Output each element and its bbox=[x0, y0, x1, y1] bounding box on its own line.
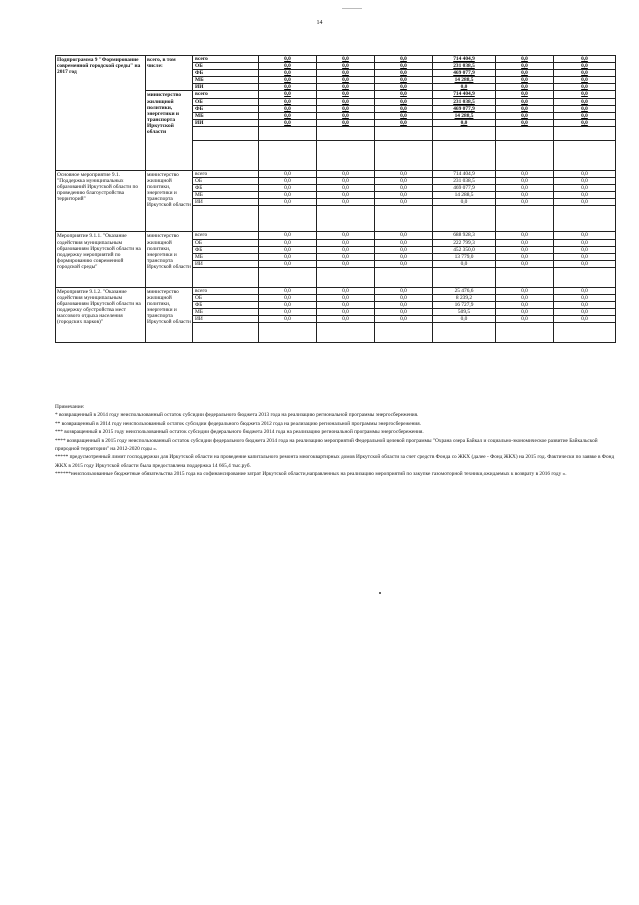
value-cell: 0,0 bbox=[554, 316, 616, 323]
value-cell: 0,0 bbox=[259, 294, 317, 301]
value-cell: 714 404,9 bbox=[433, 91, 496, 98]
source-cell: ФБ bbox=[193, 70, 259, 77]
value-cell: 0,0 bbox=[554, 105, 616, 112]
value-cell: 0,0 bbox=[375, 302, 433, 309]
value-cell: 0,0 bbox=[554, 309, 616, 316]
value-cell: 0,0 bbox=[317, 302, 375, 309]
empty-cell bbox=[193, 140, 259, 170]
value-cell: 0,0 bbox=[259, 77, 317, 84]
value-cell: 0,0 bbox=[375, 63, 433, 70]
value-cell: 0,0 bbox=[496, 309, 554, 316]
value-cell: 0,0 bbox=[317, 316, 375, 323]
value-cell: 16 727,9 bbox=[433, 302, 496, 309]
empty-cell bbox=[554, 267, 616, 287]
value-cell: 0,0 bbox=[375, 309, 433, 316]
source-cell: ИИ bbox=[193, 260, 259, 267]
source-cell: МБ bbox=[193, 77, 259, 84]
value-cell: 0,0 bbox=[259, 260, 317, 267]
value-cell: 0,0 bbox=[433, 199, 496, 206]
empty-cell bbox=[259, 267, 317, 287]
source-cell: ФБ bbox=[193, 246, 259, 253]
value-cell: 0,0 bbox=[433, 316, 496, 323]
value-cell: 0,0 bbox=[554, 192, 616, 199]
value-cell: 0,0 bbox=[317, 170, 375, 177]
value-cell: 0,0 bbox=[375, 91, 433, 98]
value-cell: 0,0 bbox=[554, 239, 616, 246]
empty-cell bbox=[496, 267, 554, 287]
value-cell: 469 077,9 bbox=[433, 185, 496, 192]
empty-cell bbox=[554, 140, 616, 170]
value-cell: 0,0 bbox=[317, 185, 375, 192]
value-cell: 0,0 bbox=[375, 77, 433, 84]
empty-cell bbox=[375, 126, 433, 140]
value-cell: 0,0 bbox=[375, 178, 433, 185]
value-cell: 0,0 bbox=[375, 246, 433, 253]
value-cell: 0,0 bbox=[496, 185, 554, 192]
value-cell: 0,0 bbox=[317, 192, 375, 199]
source-cell: МБ bbox=[193, 253, 259, 260]
source-cell: ИИ bbox=[193, 84, 259, 91]
empty-cell bbox=[554, 206, 616, 232]
empty-cell bbox=[496, 206, 554, 232]
value-cell: 0,0 bbox=[554, 84, 616, 91]
value-cell: 0,0 bbox=[496, 98, 554, 105]
measure-name: Мероприятие 9.1.2. "Оказание содействия муниципальным образованиям Иркутской области на поддержку обустройства мест массового отдыха населения (городских парков)" bbox=[56, 287, 146, 342]
value-cell: 0,0 bbox=[259, 302, 317, 309]
value-cell: 0,0 bbox=[496, 178, 554, 185]
responsible-cell: министерство жилищной политики, энергетики и транспорта Иркутской области bbox=[146, 287, 193, 342]
value-cell: 0,0 bbox=[554, 170, 616, 177]
source-cell: ОБ bbox=[193, 178, 259, 185]
value-cell: 0,0 bbox=[259, 56, 317, 63]
value-cell: 0,0 bbox=[375, 119, 433, 126]
value-cell: 0,0 bbox=[259, 105, 317, 112]
value-cell: 0,0 bbox=[554, 287, 616, 294]
value-cell: 0,0 bbox=[496, 260, 554, 267]
value-cell: 0,0 bbox=[496, 77, 554, 84]
value-cell: 0,0 bbox=[375, 253, 433, 260]
value-cell: 714 404,9 bbox=[433, 170, 496, 177]
source-cell: ФБ bbox=[193, 105, 259, 112]
value-cell: 0,0 bbox=[317, 105, 375, 112]
source-cell: МБ bbox=[193, 112, 259, 119]
value-cell: 0,0 bbox=[496, 316, 554, 323]
empty-cell bbox=[375, 206, 433, 232]
value-cell: 0,0 bbox=[554, 70, 616, 77]
value-cell: 0,0 bbox=[554, 246, 616, 253]
value-cell: 688 928,3 bbox=[433, 232, 496, 239]
value-cell: 0,0 bbox=[375, 316, 433, 323]
value-cell: 0,0 bbox=[554, 294, 616, 301]
value-cell: 0,0 bbox=[496, 302, 554, 309]
empty-cell bbox=[433, 140, 496, 170]
value-cell: 0,0 bbox=[554, 63, 616, 70]
value-cell: 0,0 bbox=[259, 287, 317, 294]
value-cell: 0,0 bbox=[317, 260, 375, 267]
value-cell: 0,0 bbox=[317, 84, 375, 91]
empty-cell bbox=[554, 126, 616, 140]
empty-cell bbox=[375, 323, 433, 343]
note-line: **** возвращенный в 2015 году неиспользованный остаток субсидии федерального бюджета 2014 года на реализацию мероприятий Федеральной целевой программы "Охрана озера Байкал и социально-экономическое развитие Байкальской природной территории" на 2012-2020 годы ». bbox=[55, 437, 598, 453]
value-cell: 0,0 bbox=[554, 260, 616, 267]
value-cell: 0,0 bbox=[259, 70, 317, 77]
value-cell: 8 239,2 bbox=[433, 294, 496, 301]
empty-cell bbox=[259, 140, 317, 170]
empty-cell bbox=[317, 323, 375, 343]
value-cell: 0,0 bbox=[433, 84, 496, 91]
value-cell: 0,0 bbox=[317, 63, 375, 70]
empty-cell bbox=[554, 323, 616, 343]
value-cell: 0,0 bbox=[375, 232, 433, 239]
value-cell: 0,0 bbox=[554, 119, 616, 126]
scan-dot bbox=[379, 592, 381, 594]
source-cell: ОБ bbox=[193, 98, 259, 105]
value-cell: 0,0 bbox=[259, 246, 317, 253]
source-cell: всего bbox=[193, 287, 259, 294]
value-cell: 452 350,0 bbox=[433, 246, 496, 253]
value-cell: 0,0 bbox=[259, 63, 317, 70]
empty-cell bbox=[193, 267, 259, 287]
value-cell: 0,0 bbox=[259, 309, 317, 316]
source-cell: всего bbox=[193, 91, 259, 98]
empty-cell bbox=[433, 126, 496, 140]
value-cell: 0,0 bbox=[317, 199, 375, 206]
value-cell: 0,0 bbox=[496, 91, 554, 98]
source-cell: ОБ bbox=[193, 63, 259, 70]
source-cell: МБ bbox=[193, 309, 259, 316]
value-cell: 0,0 bbox=[554, 77, 616, 84]
value-cell: 13 779,0 bbox=[433, 253, 496, 260]
value-cell: 0,0 bbox=[317, 232, 375, 239]
value-cell: 231 038,5 bbox=[433, 98, 496, 105]
budget-table bbox=[55, 55, 616, 343]
value-cell: 0,0 bbox=[317, 309, 375, 316]
value-cell: 0,0 bbox=[259, 178, 317, 185]
value-cell: 0,0 bbox=[317, 178, 375, 185]
source-cell: ФБ bbox=[193, 302, 259, 309]
value-cell: 14 288,5 bbox=[433, 192, 496, 199]
value-cell: 0,0 bbox=[554, 253, 616, 260]
value-cell: 0,0 bbox=[554, 302, 616, 309]
source-cell: всего bbox=[193, 170, 259, 177]
value-cell: 0,0 bbox=[317, 77, 375, 84]
value-cell: 0,0 bbox=[375, 56, 433, 63]
value-cell: 0,0 bbox=[375, 260, 433, 267]
source-cell: ОБ bbox=[193, 239, 259, 246]
empty-cell bbox=[259, 206, 317, 232]
value-cell: 0,0 bbox=[496, 170, 554, 177]
value-cell: 14 288,5 bbox=[433, 112, 496, 119]
value-cell: 0,0 bbox=[554, 232, 616, 239]
responsible-cell: министерство жилищной политики, энергетики и транспорта Иркутской области bbox=[146, 170, 193, 231]
value-cell: 0,0 bbox=[317, 287, 375, 294]
value-cell: 0,0 bbox=[375, 170, 433, 177]
value-cell: 0,0 bbox=[375, 70, 433, 77]
value-cell: 0,0 bbox=[496, 294, 554, 301]
value-cell: 0,0 bbox=[317, 119, 375, 126]
measure-name: Основное мероприятие 9.1. "Поддержка муниципальных образований Иркутской области по проведению благоустройства территорий" bbox=[56, 170, 146, 231]
value-cell: 0,0 bbox=[554, 178, 616, 185]
value-cell: 0,0 bbox=[375, 294, 433, 301]
responsible-cell: министерство жилищной политики, энергетики и транспорта Иркутской области bbox=[146, 91, 193, 170]
empty-cell bbox=[433, 323, 496, 343]
source-cell: ФБ bbox=[193, 185, 259, 192]
empty-cell bbox=[496, 140, 554, 170]
value-cell: 469 077,9 bbox=[433, 70, 496, 77]
empty-cell bbox=[193, 323, 259, 343]
page-number: 14 bbox=[316, 20, 323, 26]
value-cell: 0,0 bbox=[259, 119, 317, 126]
value-cell: 0,0 bbox=[496, 105, 554, 112]
table-row bbox=[56, 287, 616, 294]
value-cell: 231 038,5 bbox=[433, 63, 496, 70]
notes-title: Примечание: bbox=[55, 404, 85, 410]
value-cell: 0,0 bbox=[317, 70, 375, 77]
notes-section bbox=[55, 403, 620, 479]
value-cell: 0,0 bbox=[317, 91, 375, 98]
empty-cell bbox=[193, 206, 259, 232]
value-cell: 25 476,6 bbox=[433, 287, 496, 294]
value-cell: 0,0 bbox=[554, 98, 616, 105]
responsible-cell: министерство жилищной политики, энергетики и транспорта Иркутской области bbox=[146, 232, 193, 287]
value-cell: 0,0 bbox=[317, 56, 375, 63]
value-cell: 0,0 bbox=[375, 192, 433, 199]
value-cell: 0,0 bbox=[496, 192, 554, 199]
subprogram-name: Подпрограмма 9 "Формирование современной городской среды" на 2017 год bbox=[56, 56, 146, 171]
value-cell: 0,0 bbox=[554, 112, 616, 119]
value-cell: 0,0 bbox=[259, 91, 317, 98]
value-cell: 0,0 bbox=[317, 112, 375, 119]
value-cell: 0,0 bbox=[433, 119, 496, 126]
source-cell: ИИ bbox=[193, 119, 259, 126]
note-line: ***** предусмотренный лимит господдержки для Иркутской области на проведение капитального ремонта многоквартирных домов Иркутской области за счет средств Фонда со ЖКХ (далее - Фонд ЖКХ) на 2015 год. Фактически по заявке в Фонд ЖКХ в 2015 году Иркутской области была предоставлена поддержка 14 665,4 тыс.руб. bbox=[55, 454, 615, 469]
value-cell: 0,0 bbox=[259, 98, 317, 105]
value-cell: 0,0 bbox=[496, 56, 554, 63]
empty-cell bbox=[317, 267, 375, 287]
value-cell: 0,0 bbox=[496, 232, 554, 239]
source-cell: ИИ bbox=[193, 199, 259, 206]
value-cell: 0,0 bbox=[433, 260, 496, 267]
value-cell: 0,0 bbox=[375, 239, 433, 246]
value-cell: 509,5 bbox=[433, 309, 496, 316]
value-cell: 0,0 bbox=[496, 246, 554, 253]
empty-cell bbox=[496, 323, 554, 343]
value-cell: 469 077,9 bbox=[433, 105, 496, 112]
note-line: ******неиспользованные бюджетные обязательства 2015 года на софинансирование затрат Иркутской области,направленных на реализацию мероприятий по закупке газомоторной техники,ожидаемых к возврату в 2016 году ». bbox=[55, 471, 567, 478]
value-cell: 0,0 bbox=[554, 91, 616, 98]
responsible-cell: всего, в том числе: bbox=[146, 56, 193, 91]
value-cell: 0,0 bbox=[375, 105, 433, 112]
table-row bbox=[56, 232, 616, 239]
value-cell: 0,0 bbox=[317, 239, 375, 246]
value-cell: 0,0 bbox=[375, 98, 433, 105]
value-cell: 0,0 bbox=[259, 170, 317, 177]
empty-cell bbox=[259, 126, 317, 140]
table-row bbox=[56, 56, 616, 63]
empty-cell bbox=[433, 267, 496, 287]
value-cell: 0,0 bbox=[496, 84, 554, 91]
value-cell: 0,0 bbox=[259, 232, 317, 239]
value-cell: 0,0 bbox=[496, 199, 554, 206]
empty-cell bbox=[317, 140, 375, 170]
scan-mark bbox=[342, 8, 362, 10]
value-cell: 0,0 bbox=[259, 112, 317, 119]
source-cell: ИИ bbox=[193, 316, 259, 323]
source-cell: всего bbox=[193, 56, 259, 63]
value-cell: 0,0 bbox=[259, 316, 317, 323]
table-row bbox=[56, 170, 616, 177]
empty-cell bbox=[496, 126, 554, 140]
empty-cell bbox=[433, 206, 496, 232]
empty-cell bbox=[317, 126, 375, 140]
value-cell: 0,0 bbox=[259, 192, 317, 199]
value-cell: 0,0 bbox=[259, 253, 317, 260]
value-cell: 0,0 bbox=[496, 239, 554, 246]
note-line: * возвращенный в 2014 году неиспользованный остаток субсидии федерального бюджета 2013 года на реализацию региональной программы энергосбережения. bbox=[55, 412, 419, 419]
source-cell: всего bbox=[193, 232, 259, 239]
value-cell: 0,0 bbox=[375, 199, 433, 206]
empty-cell bbox=[375, 140, 433, 170]
empty-cell bbox=[317, 206, 375, 232]
value-cell: 0,0 bbox=[259, 185, 317, 192]
value-cell: 0,0 bbox=[496, 287, 554, 294]
empty-cell bbox=[259, 323, 317, 343]
value-cell: 0,0 bbox=[259, 199, 317, 206]
measure-name: Мероприятие 9.1.1. "Оказание содействия муниципальным образованиям Иркутской области на поддержку мероприятий по формированию современной городской среды" bbox=[56, 232, 146, 287]
value-cell: 0,0 bbox=[317, 253, 375, 260]
value-cell: 0,0 bbox=[375, 185, 433, 192]
value-cell: 0,0 bbox=[554, 56, 616, 63]
value-cell: 231 038,5 bbox=[433, 178, 496, 185]
value-cell: 0,0 bbox=[496, 112, 554, 119]
value-cell: 0,0 bbox=[554, 199, 616, 206]
value-cell: 0,0 bbox=[259, 239, 317, 246]
value-cell: 0,0 bbox=[496, 70, 554, 77]
value-cell: 0,0 bbox=[317, 294, 375, 301]
value-cell: 0,0 bbox=[496, 253, 554, 260]
value-cell: 0,0 bbox=[554, 185, 616, 192]
value-cell: 14 288,5 bbox=[433, 77, 496, 84]
value-cell: 0,0 bbox=[375, 84, 433, 91]
value-cell: 0,0 bbox=[375, 112, 433, 119]
value-cell: 0,0 bbox=[259, 84, 317, 91]
value-cell: 222 799,3 bbox=[433, 239, 496, 246]
note-line: ** возвращенный в 2014 году неиспользованный остаток субсидии федерального бюджета 2012 года на реализацию региональной программы энергосбережения. bbox=[55, 420, 422, 427]
note-line: *** возвращенный в 2015 году неиспользованный остаток субсидии федерального бюджета 2014 года на реализацию региональной программы энергосбережения. bbox=[55, 429, 424, 436]
source-cell: ОБ bbox=[193, 294, 259, 301]
source-cell: МБ bbox=[193, 192, 259, 199]
value-cell: 0,0 bbox=[496, 63, 554, 70]
empty-cell bbox=[193, 126, 259, 140]
value-cell: 0,0 bbox=[317, 98, 375, 105]
value-cell: 0,0 bbox=[317, 246, 375, 253]
value-cell: 0,0 bbox=[496, 119, 554, 126]
value-cell: 0,0 bbox=[375, 287, 433, 294]
value-cell: 714 404,9 bbox=[433, 56, 496, 63]
empty-cell bbox=[375, 267, 433, 287]
